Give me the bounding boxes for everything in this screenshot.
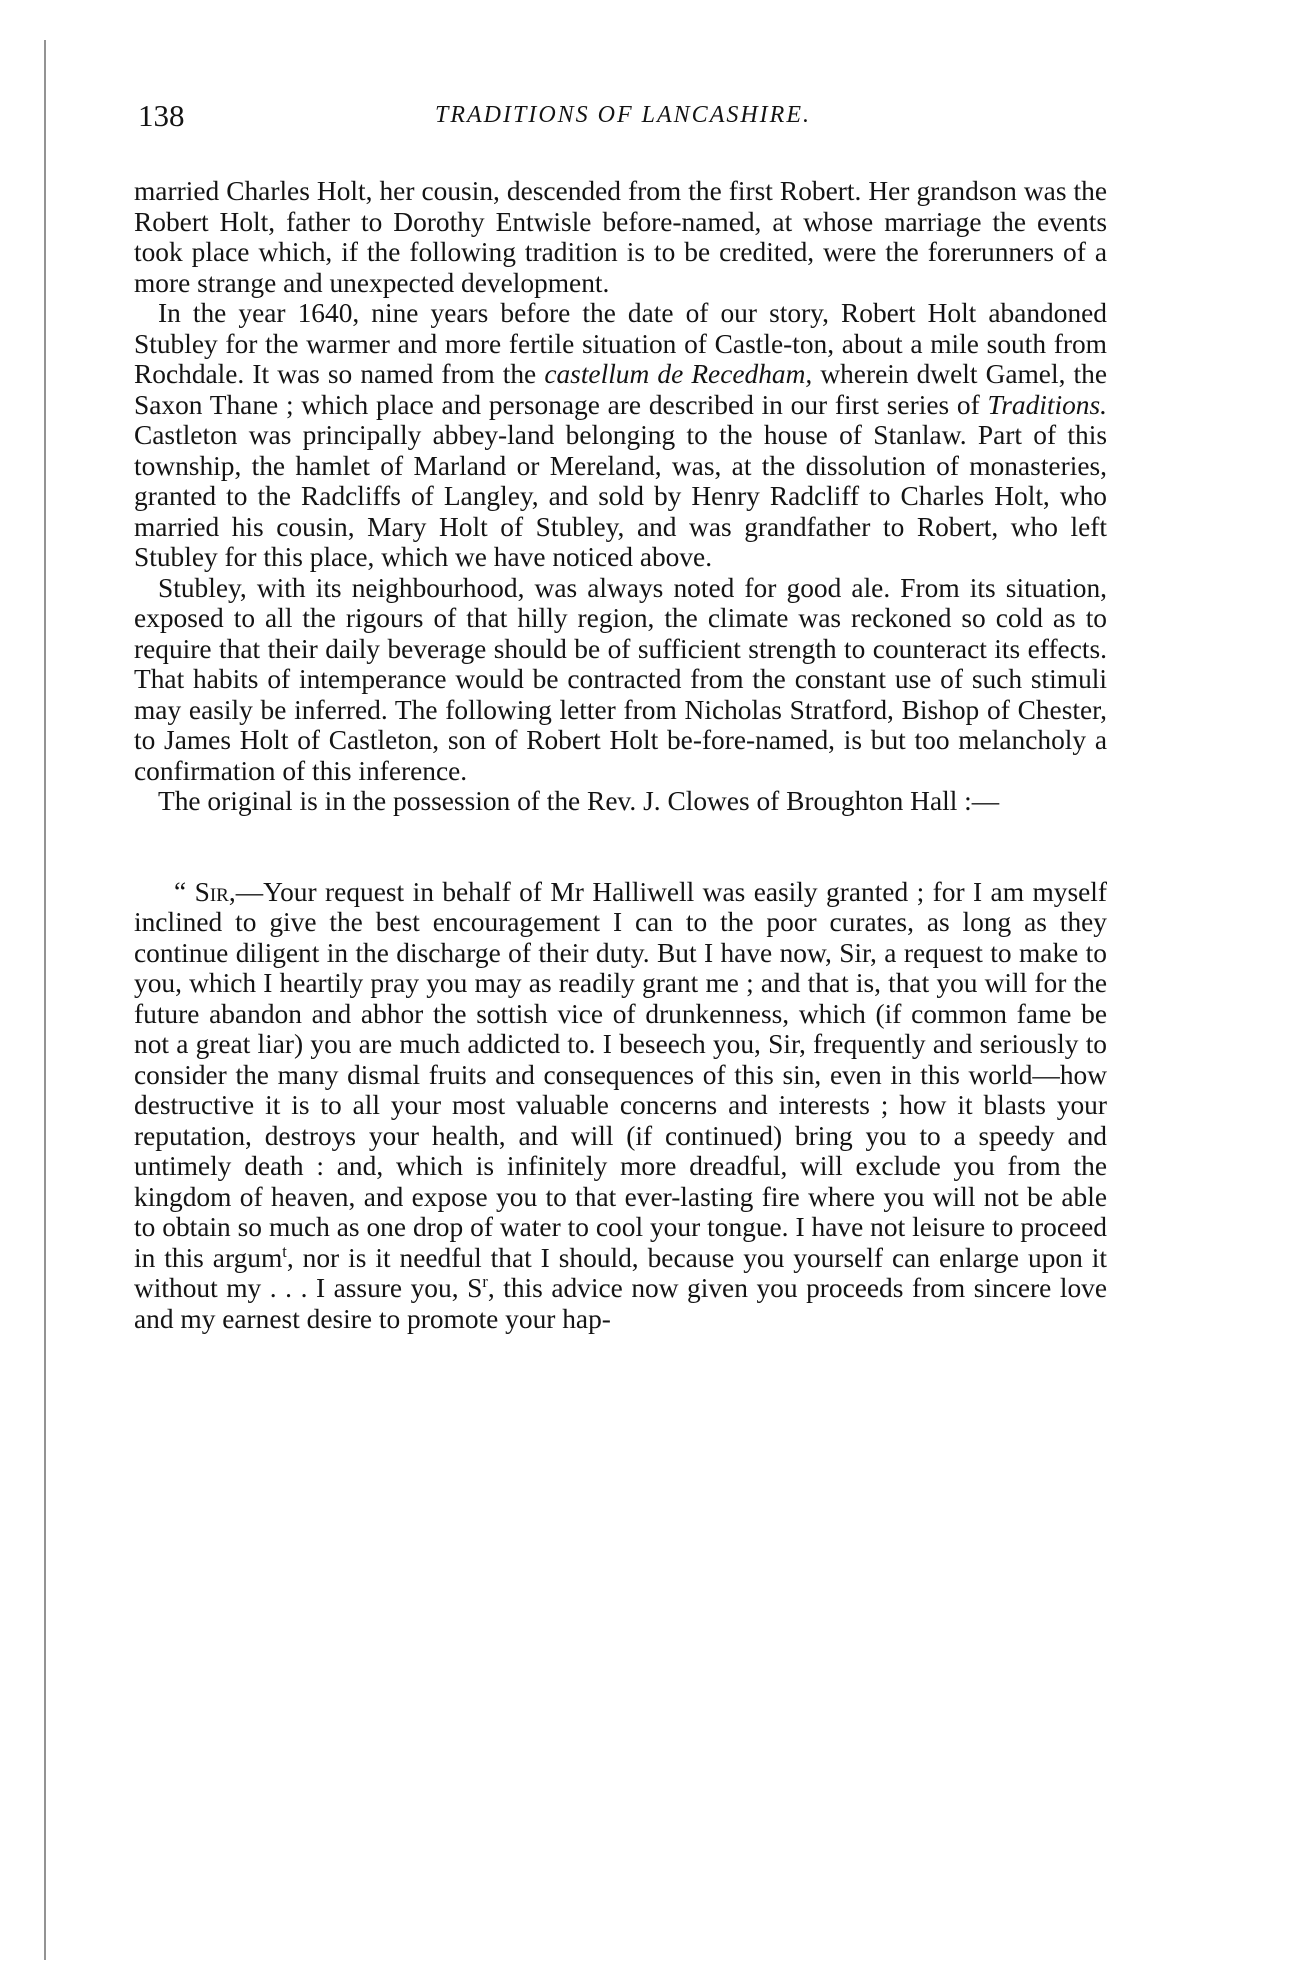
letter-paragraph [134,877,1107,1335]
paragraph-2-text-b: wherein dwelt Gamel, the Saxon Thane ; which place and personage are described in our first series of [134,359,1107,420]
page-number: 138 [138,98,185,133]
paragraph-2-italic-castellum: castellum de Recedham, [544,359,813,389]
letter-text-c: , this advice now given you proceeds from sincere love and my earnest desire to promote your hap- [134,1273,1107,1334]
bishop-letter [134,877,1107,1335]
letter-open-quote: “ [174,876,195,907]
paragraph-1: married Charles Holt, her cousin, descended from the first Robert. Her grandson was the Robert Holt, father to Dorothy Entwisle before-named, at whose marriage the events took place which, if the following tradition is to be credited, were the forerunners of a more strange and unexpected development. [134,176,1107,298]
body-text [134,176,1107,1334]
paragraph-2-text-c: Castleton was principally abbey-land belonging to the house of Stanlaw. Part of this township, the hamlet of Marland or Mereland, was, at the dissolution of monasteries, granted to the Radcliffs of Langley, and sold by Henry Radcliff to Charles Holt, who married his cousin, Mary Holt of Stubley, and was grandfather to Robert, who left Stubley for this place, which we have noticed above. [134,420,1107,572]
letter-superscript-r: r [482,1271,488,1291]
letter-text-a: —Your request in behalf of Mr Halliwell was easily granted ; for I am myself inclined to give the best encouragement I can to the poor curates, as long as they continue diligent in the discharge of their duty. But I have now, Sir, a request to make to you, which I heartily pray you may as readily grant me ; and that is, that you will for the future abandon and abhor the sottish vice of drunkenness, which (if common fame be not a great liar) you are much addicted to. I beseech you, Sir, frequently and seriously to consider the many dismal fruits and consequences of this sin, even in this world—how destructive it is to all your most valuable concerns and interests ; how it blasts your reputation, destroys your health, and will (if continued) bring you to a speedy and untimely death : and, which is infinitely more dreadful, will exclude you from the kingdom of heaven, and expose you to that ever-lasting fire where you will not be able to obtain so much as one drop of water to cool your tongue. I have not leisure to proceed in this argum [134,876,1107,1273]
letter-superscript-t: t [282,1241,287,1261]
page-binding-edge [44,40,46,1960]
paragraph-4: The original is in the possession of the Rev. J. Clowes of Broughton Hall :— [158,786,1000,816]
running-head: TRADITIONS OF LANCASHIRE. [435,102,811,128]
paragraph-3: Stubley, with its neighbourhood, was always noted for good ale. From its situation, exposed to all the rigours of that hilly region, the climate was reckoned so cold as to require that their daily beverage should be of sufficient strength to counteract its effects. That habits of intemperance would be contracted from the constant use of such stimuli may easily be inferred. The following letter from Nicholas Stratford, Bishop of Chester, to James Holt of Castleton, son of Robert Holt be-fore-named, is but too melancholy a confirmation of this inference. [134,572,1107,786]
page-header [138,98,1108,138]
paragraph-2-italic-traditions: Traditions. [987,389,1107,420]
letter-salutation: Sir, [194,876,236,907]
letter-text-b: , nor is it needful that I should, because you yourself can enlarge upon it without my . . . I assure you, S [134,1242,1107,1303]
paragraph-2 [134,298,1107,573]
paragraph-2-text-a: In the year 1640, nine years before the date of our story, Robert Holt abandoned Stubley for the warmer and more fertile situation of Castle-ton, about a mile south from Rochdale. It was so named from the [134,298,1107,389]
